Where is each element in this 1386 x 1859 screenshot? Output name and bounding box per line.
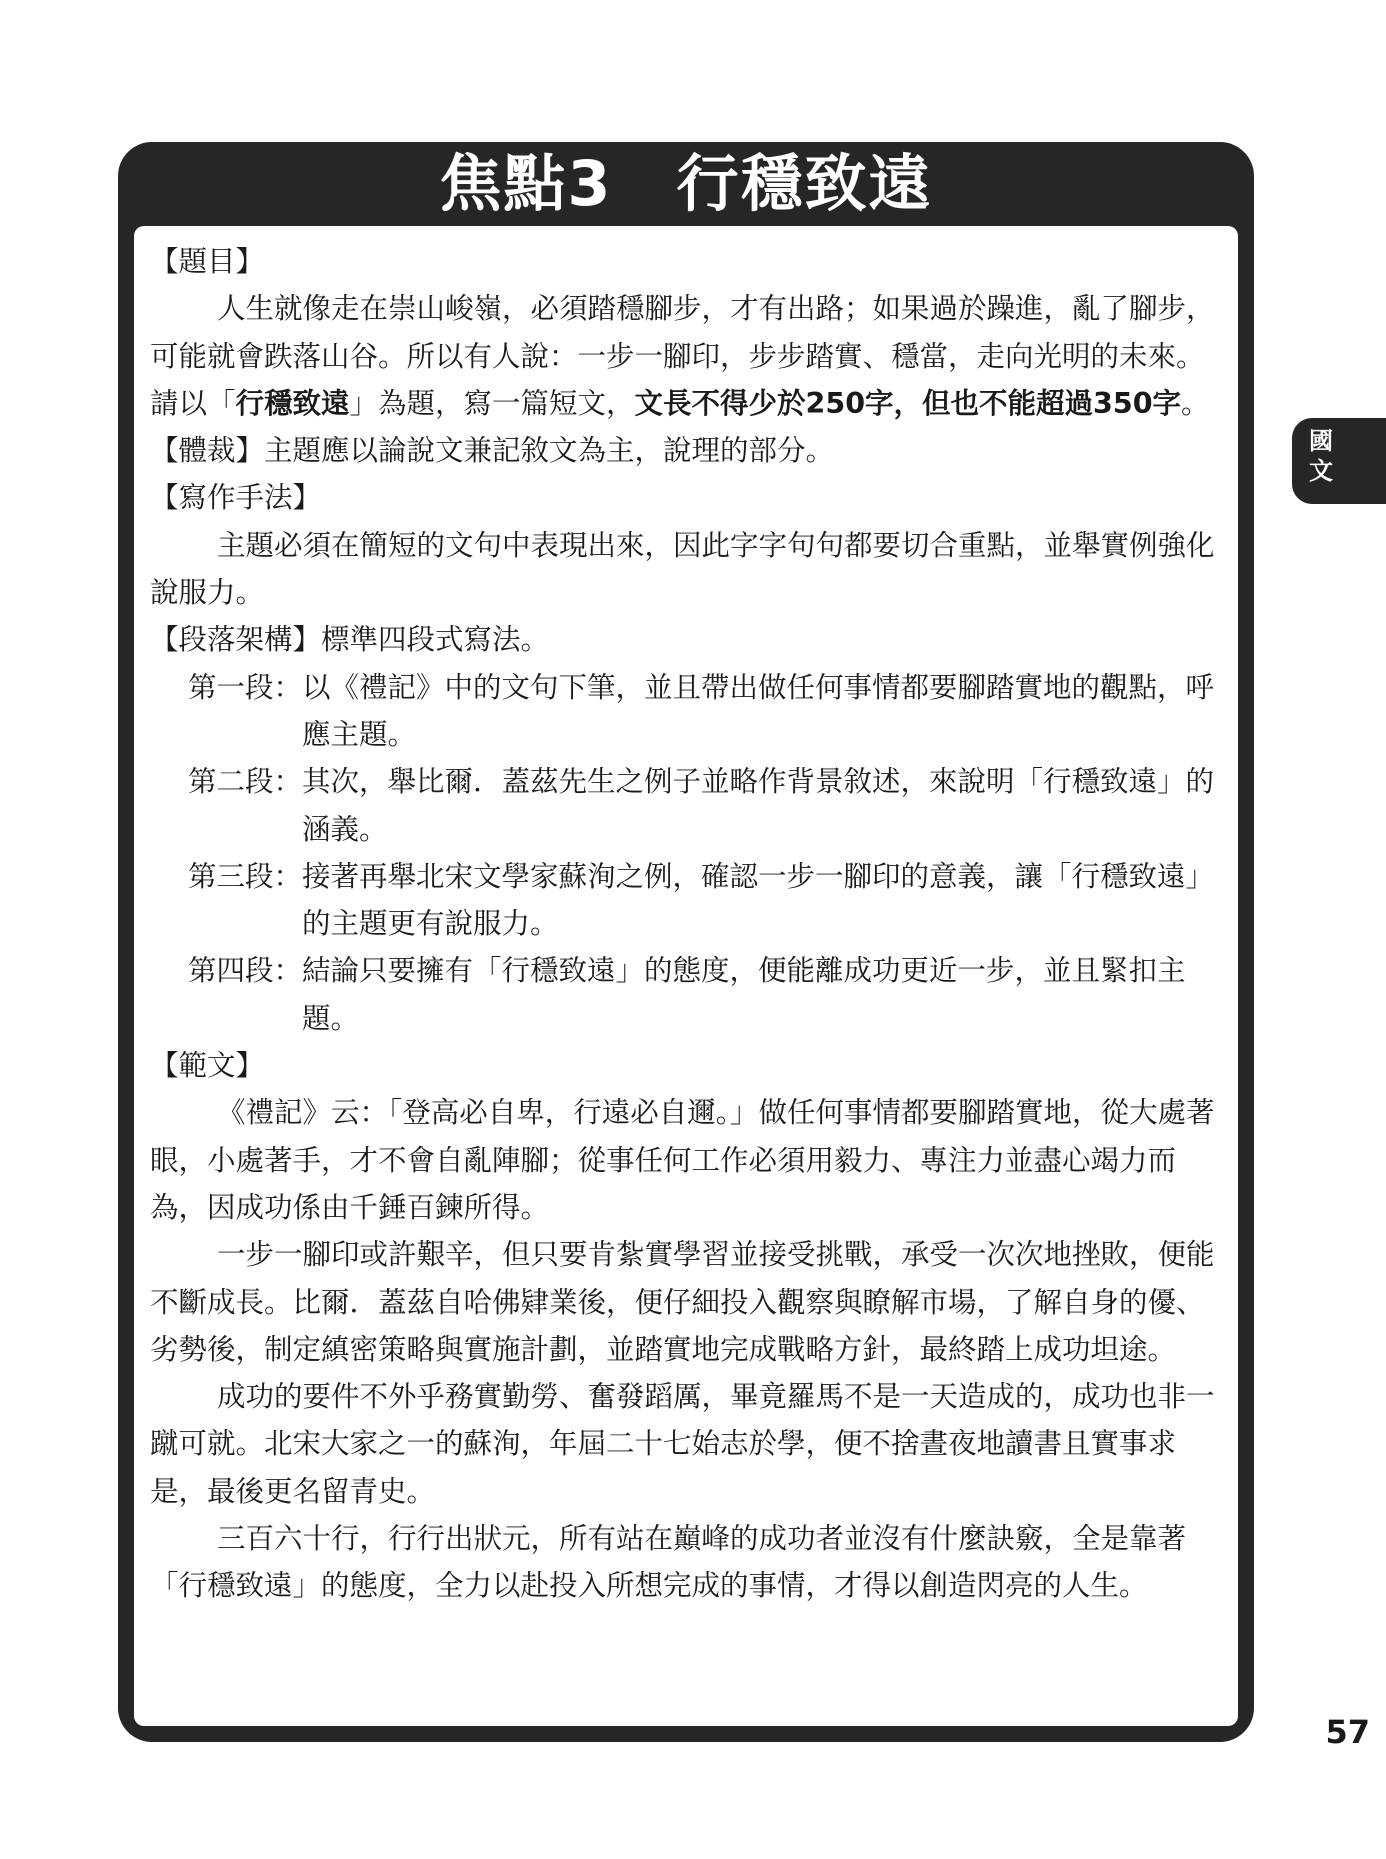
topic-text-1: 人生就像走在崇山峻嶺，必須踏穩腳步，才有出路；如果過於躁進，亂了腳步，可能就會跌落山谷。所以有人說：一步一腳印，步步踏實、穩當，走向光明的未來。請以「 bbox=[150, 292, 1215, 420]
page-title: 焦點3 行穩致遠 bbox=[439, 147, 933, 220]
topic-heading: 【題目】 bbox=[150, 245, 265, 278]
side-tab bbox=[1292, 418, 1386, 504]
structure-item bbox=[188, 664, 1224, 759]
essay-paragraph: 成功的要件不外乎務實勤勞、奮發蹈厲，畢竟羅馬不是一天造成的，成功也非一蹴可就。北宋大家之一的蘇洵，年屆二十七始志於學，便不捨晝夜地讀書且實事求是，最後更名留青史。 bbox=[150, 1380, 1215, 1508]
genre-heading: 【體裁】 bbox=[150, 434, 265, 468]
structure-item-label: 第一段： bbox=[188, 670, 303, 704]
essay-paragraph: 一步一腳印或許艱辛，但只要肯紮實學習並接受挑戰，承受一次次地挫敗，便能不斷成長。比爾．蓋茲自哈佛肄業後，便仔細投入觀察與瞭解市場，了解自身的優、劣勢後，制定縝密策略與實施計劃，並踏實地完成戰略方針，最終踏上成功坦途。 bbox=[150, 1238, 1215, 1366]
structure-intro: 標準四段式寫法。 bbox=[321, 623, 550, 657]
topic-length-bold: 文長不得少於250字，但也不能超過350字 bbox=[634, 386, 1182, 420]
topic-paragraph bbox=[150, 285, 1224, 427]
structure-item-text: 其次，舉比爾．蓋茲先生之例子並略作背景敘述，來說明「行穩致遠」的涵義。 bbox=[302, 765, 1215, 846]
essay-paragraph: 《禮記》云：「登高必自卑，行遠必自邇。」做任何事情都要腳踏實地，從大處著眼，小處著手，才不會自亂陣腳；從事任何工作必須用毅力、專注力並盡心竭力而為，因成功係由千錘百鍊所得。 bbox=[150, 1096, 1215, 1224]
topic-text-2: 」為題，寫一篇短文， bbox=[349, 386, 635, 420]
topic-text-3: 。 bbox=[1181, 386, 1210, 420]
structure-item-text: 結論只要擁有「行穩致遠」的態度，便能離成功更近一步，並且緊扣主題。 bbox=[302, 954, 1186, 1035]
genre-text: 主題應以論說文兼記敘文為主，說理的部分。 bbox=[264, 434, 835, 468]
structure-item-text: 以《禮記》中的文句下筆，並且帶出做任何事情都要腳踏實地的觀點，呼應主題。 bbox=[302, 670, 1215, 751]
topic-title-bold: 行穩致遠 bbox=[235, 386, 350, 420]
structure-item-label: 第三段： bbox=[188, 859, 303, 893]
structure-heading: 【段落架構】 bbox=[150, 623, 322, 657]
technique-heading: 【寫作手法】 bbox=[150, 481, 322, 515]
structure-item bbox=[188, 947, 1224, 1042]
side-tab-label: 國文 bbox=[1309, 427, 1333, 485]
essay-paragraph: 三百六十行，行行出狀元，所有站在巔峰的成功者並沒有什麼訣竅，全是靠著「行穩致遠」的態度，全力以赴投入所想完成的事情，才得以創造閃亮的人生。 bbox=[150, 1522, 1187, 1603]
page-number: 57 bbox=[1325, 1713, 1370, 1751]
structure-item bbox=[188, 853, 1224, 948]
structure-item-text: 接著再舉北宋文學家蘇洵之例，確認一步一腳印的意義，讓「行穩致遠」的主題更有說服力。 bbox=[302, 859, 1215, 941]
technique-text: 主題必須在簡短的文句中表現出來，因此字字句句都要切合重點，並舉實例強化說服力。 bbox=[150, 528, 1215, 610]
article-body bbox=[150, 238, 1224, 1610]
structure-item bbox=[188, 758, 1224, 853]
structure-item-label: 第二段： bbox=[188, 765, 303, 799]
structure-line bbox=[150, 616, 1224, 663]
structure-item-label: 第四段： bbox=[188, 954, 303, 988]
essay-heading: 【範文】 bbox=[150, 1049, 265, 1083]
genre-line bbox=[150, 427, 1224, 474]
